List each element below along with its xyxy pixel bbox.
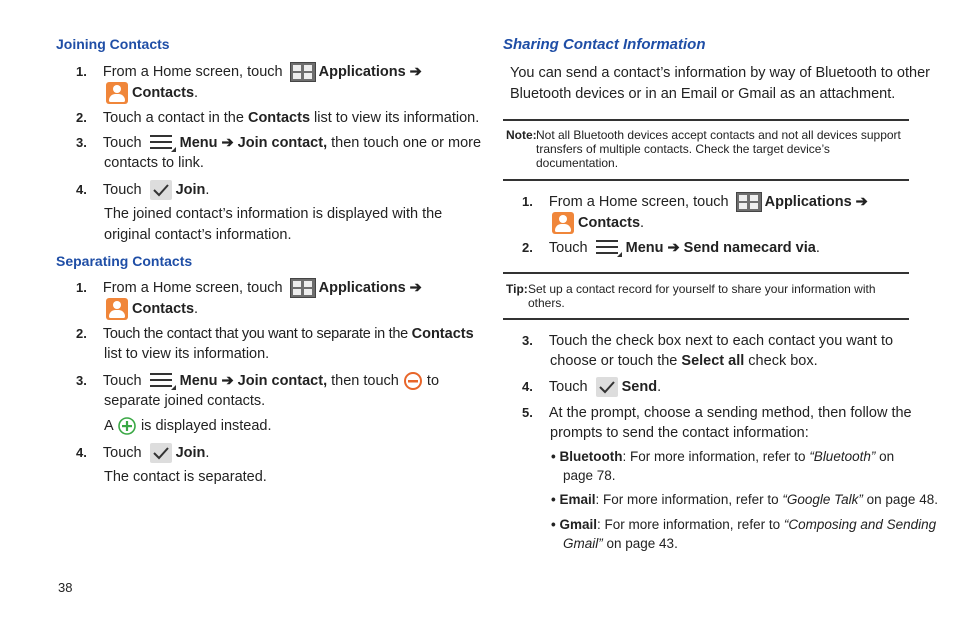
page-number: 38 [58,580,73,595]
plus-displayed-line: A is displayed instead. [104,416,272,437]
bullet-email: • Email: For more information, refer to “Google Talk” on page 48. [551,492,938,507]
applications-icon [290,278,316,298]
share-step-2: 2. Touch Menu ➔ Send namecard via. [522,240,820,256]
tip-bottom-rule [503,318,909,320]
tip-top-rule [503,272,909,274]
note-top-rule [503,119,909,121]
note-label: Note: [506,128,537,142]
checkmark-icon [150,443,172,463]
tip-text: Set up a contact record for yourself to share your information with others. [528,282,876,310]
joined-info-line2: original contact’s information. [104,227,292,243]
sep-step-4: 4. Touch Join. [76,442,209,464]
contact-separated-text: The contact is separated. [104,469,267,485]
join-step-3-line2: contacts to link. [104,155,204,171]
applications-icon [736,192,762,212]
contacts-icon [106,82,128,104]
note-bottom-rule [503,179,909,181]
sep-step-1: 1. From a Home screen, touch Applications ➔ [76,277,422,299]
minus-circle-icon [403,371,423,391]
sep-step-1-contacts: Contacts. [106,298,198,320]
join-step-1-contacts: Contacts. [106,82,198,104]
sep-step-2: 2. Touch the contact that you want to separate in the Contacts [76,326,474,342]
checkmark-icon [150,180,172,200]
share-step-3: 3. Touch the check box next to each contact you want to [522,333,894,349]
contacts-icon [106,298,128,320]
note-text: Not all Bluetooth devices accept contacts and not all devices support transfers of multiple contacts. Check the target device’s documentation. [536,128,901,170]
share-step-4: 4. Touch Send. [522,376,661,398]
applications-icon [290,62,316,82]
joining-contacts-heading: Joining Contacts [56,36,170,52]
menu-icon [150,134,176,152]
sep-step-2-line2: list to view its information. [104,346,270,362]
share-step-1: 1. From a Home screen, touch Applications ➔ [522,191,868,213]
menu-icon [150,372,176,390]
sep-step-3-line2: separate joined contacts. [104,393,266,409]
sharing-contact-heading: Sharing Contact Information [503,36,706,53]
plus-circle-icon [117,416,137,436]
bullet-bluetooth: • Bluetooth: For more information, refer to “Bluetooth” on page 78. [551,449,895,483]
share-step-3-line2: choose or touch the Select all check box. [550,353,818,369]
separating-contacts-heading: Separating Contacts [56,253,193,269]
share-step-5: 5. At the prompt, choose a sending method, then follow the [522,405,912,421]
bullet-gmail: • Gmail: For more information, refer to “Composing and Sending Gmail” on page 43. [551,517,937,551]
join-step-2: 2. Touch a contact in the Contacts list to view its information. [76,110,480,126]
contacts-icon [552,212,574,234]
join-step-4: 4. Touch Join. [76,179,209,201]
sharing-intro-line2: Bluetooth devices or in an Email or Gmail as an attachment. [510,86,896,102]
join-step-1: 1. From a Home screen, touch Applications ➔ [76,61,422,83]
joined-info-line1: The joined contact’s information is displayed with the [104,206,443,222]
share-step-5-line2: prompts to send the contact information: [550,425,809,441]
sharing-intro-line1: You can send a contact’s information by way of Bluetooth to other [510,65,930,81]
menu-icon [596,239,622,257]
share-step-1-contacts: Contacts. [552,212,644,234]
tip-label: Tip: [506,282,528,296]
join-step-3: 3. Touch Menu ➔ Join contact, then touch one or more [76,135,482,151]
sep-step-3: 3. Touch Menu ➔ Join contact, then touch to [76,370,439,392]
checkmark-icon [596,377,618,397]
